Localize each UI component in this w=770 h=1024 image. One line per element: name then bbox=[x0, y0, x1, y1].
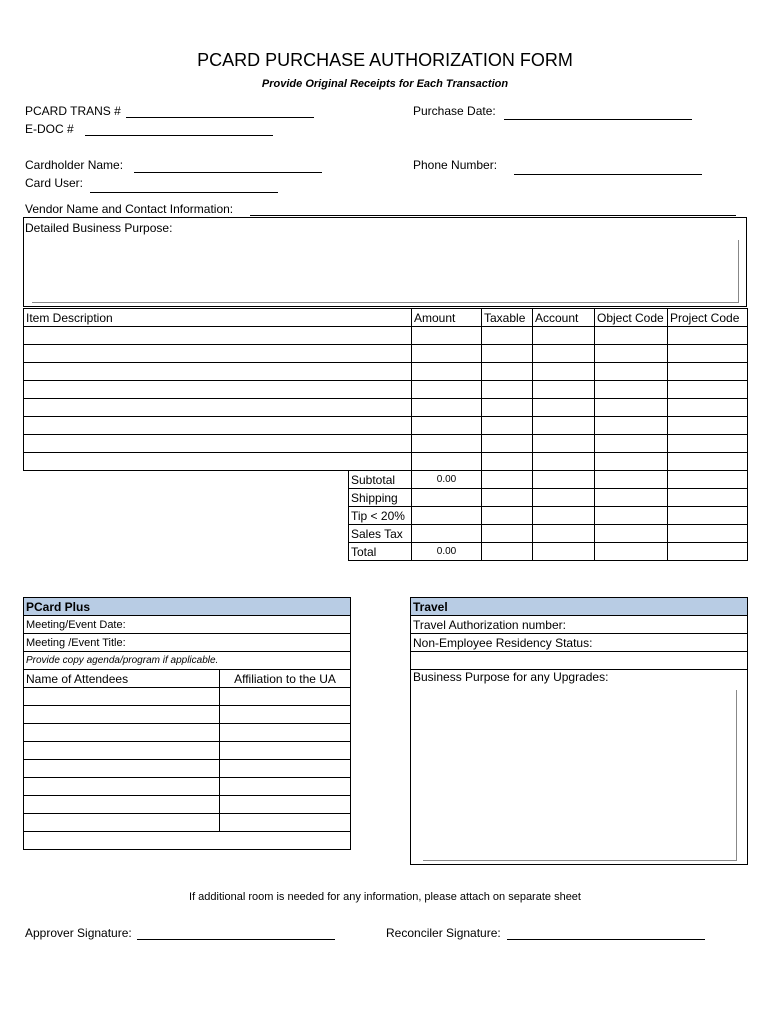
vendor-label: Vendor Name and Contact Information: bbox=[25, 202, 234, 216]
col-attendee-name: Name of Attendees bbox=[24, 670, 220, 688]
subtotal-label: Subtotal bbox=[349, 471, 412, 489]
summary-table bbox=[348, 470, 748, 561]
residency-status-field[interactable]: Non-Employee Residency Status: bbox=[411, 634, 748, 652]
table-row[interactable] bbox=[24, 417, 748, 435]
items-header-row bbox=[24, 309, 748, 327]
pcard-trans-label: PCARD TRANS # bbox=[25, 104, 121, 118]
upgrade-purpose-label: Business Purpose for any Upgrades: bbox=[413, 670, 609, 684]
table-row[interactable] bbox=[24, 742, 351, 760]
table-row[interactable] bbox=[24, 832, 351, 850]
form-title: PCARD PURCHASE AUTHORIZATION FORM bbox=[197, 50, 573, 70]
additional-room-note: If additional room is needed for any information, please attach on separate sheet bbox=[189, 891, 581, 903]
col-account: Account bbox=[533, 309, 595, 327]
summary-total-row bbox=[349, 543, 748, 561]
table-row[interactable] bbox=[24, 363, 748, 381]
travel-table bbox=[410, 597, 748, 865]
col-project-code: Project Code bbox=[668, 309, 748, 327]
table-row[interactable] bbox=[24, 688, 351, 706]
sales-tax-label: Sales Tax bbox=[349, 525, 412, 543]
sales-tax-value[interactable] bbox=[412, 525, 482, 543]
col-object-code: Object Code bbox=[595, 309, 668, 327]
edoc-field[interactable] bbox=[85, 135, 273, 136]
form-subtitle: Provide Original Receipts for Each Transaction bbox=[261, 78, 509, 90]
agenda-note: Provide copy agenda/program if applicable. bbox=[24, 652, 351, 670]
approver-signature-label: Approver Signature: bbox=[25, 926, 132, 940]
items-table bbox=[23, 308, 748, 471]
card-user-label: Card User: bbox=[25, 176, 84, 190]
approver-signature-field[interactable] bbox=[137, 939, 335, 940]
col-amount: Amount bbox=[412, 309, 482, 327]
table-row[interactable] bbox=[24, 724, 351, 742]
table-row[interactable] bbox=[24, 327, 748, 345]
business-purpose-label: Detailed Business Purpose: bbox=[25, 221, 173, 235]
reconciler-signature-label: Reconciler Signature: bbox=[386, 926, 501, 940]
shipping-label: Shipping bbox=[349, 489, 412, 507]
tip-label: Tip < 20% bbox=[349, 507, 412, 525]
table-row[interactable] bbox=[24, 381, 748, 399]
col-affiliation: Affiliation to the UA bbox=[220, 670, 351, 688]
table-row[interactable] bbox=[24, 453, 748, 471]
shipping-value[interactable] bbox=[412, 489, 482, 507]
table-row[interactable] bbox=[24, 435, 748, 453]
business-purpose-box[interactable] bbox=[23, 217, 747, 307]
vendor-field[interactable] bbox=[250, 215, 736, 216]
total-value: 0.00 bbox=[412, 543, 482, 561]
summary-tip-row bbox=[349, 507, 748, 525]
table-row[interactable] bbox=[24, 796, 351, 814]
meeting-title-field[interactable]: Meeting /Event Title: bbox=[24, 634, 351, 652]
upgrade-purpose-box[interactable] bbox=[411, 670, 748, 865]
pcard-trans-field[interactable] bbox=[126, 117, 314, 118]
travel-auth-field[interactable]: Travel Authorization number: bbox=[411, 616, 748, 634]
cardholder-field[interactable] bbox=[134, 172, 322, 173]
phone-label: Phone Number: bbox=[413, 158, 498, 172]
col-item-description: Item Description bbox=[24, 309, 412, 327]
total-label: Total bbox=[349, 543, 412, 561]
purchase-date-field[interactable] bbox=[504, 119, 692, 120]
purpose-textarea-frame bbox=[32, 240, 739, 303]
table-row[interactable] bbox=[24, 778, 351, 796]
travel-blank-row[interactable] bbox=[411, 652, 748, 670]
col-taxable: Taxable bbox=[482, 309, 533, 327]
purchase-date-label: Purchase Date: bbox=[413, 104, 496, 118]
subtotal-value: 0.00 bbox=[412, 471, 482, 489]
summary-shipping-row bbox=[349, 489, 748, 507]
table-row[interactable] bbox=[24, 760, 351, 778]
summary-subtotal-row bbox=[349, 471, 748, 489]
table-row[interactable] bbox=[24, 706, 351, 724]
table-row[interactable] bbox=[24, 814, 351, 832]
reconciler-signature-field[interactable] bbox=[507, 939, 705, 940]
travel-header: Travel bbox=[411, 598, 748, 616]
meeting-date-field[interactable]: Meeting/Event Date: bbox=[24, 616, 351, 634]
table-row[interactable] bbox=[24, 345, 748, 363]
edoc-label: E-DOC # bbox=[25, 122, 74, 136]
upgrade-textarea-frame bbox=[423, 690, 737, 861]
pcard-plus-table bbox=[23, 597, 351, 850]
cardholder-label: Cardholder Name: bbox=[25, 158, 124, 172]
phone-field[interactable] bbox=[514, 174, 702, 175]
table-row[interactable] bbox=[24, 399, 748, 417]
card-user-field[interactable] bbox=[90, 192, 278, 193]
summary-sales-tax-row bbox=[349, 525, 748, 543]
pcard-plus-header: PCard Plus bbox=[24, 598, 351, 616]
tip-value[interactable] bbox=[412, 507, 482, 525]
